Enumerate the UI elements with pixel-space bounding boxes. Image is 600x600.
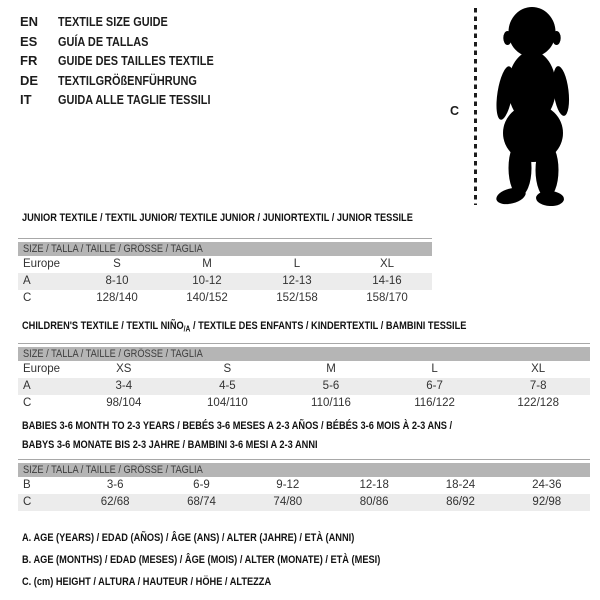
size-col-header: M	[326, 363, 336, 375]
size-col-header: S	[113, 258, 121, 270]
language-title-list	[20, 12, 243, 110]
footnote-a: A. AGE (YEARS) / EDAD (AÑOS) / ÂGE (ANS) / ALTER (JAHRE) / ETÀ (ANNI)	[22, 532, 355, 544]
table-cell: 110/116	[311, 397, 351, 409]
table-cell: 62/68	[100, 496, 130, 508]
footnote-b: B. AGE (MONTHS) / EDAD (MESES) / ÂGE (MOIS) / ALTER (MONATE) / ETÀ (MESI)	[22, 554, 381, 566]
table-cell: 9-12	[276, 479, 300, 491]
table-cell: 122/128	[517, 397, 559, 409]
table-row	[18, 395, 590, 412]
table-cell: 4-5	[219, 380, 236, 392]
language-label: TEXTILE SIZE GUIDE	[58, 14, 168, 30]
measure-legend	[22, 527, 449, 593]
table-cell: 3-4	[115, 380, 133, 392]
language-row-it	[20, 90, 243, 110]
language-row-es	[20, 32, 243, 52]
table-row	[18, 256, 432, 273]
table-cell: 12-13	[282, 275, 312, 287]
toddler-silhouette-icon	[482, 5, 586, 207]
table-cell: 158/170	[366, 292, 408, 304]
table-cell: 12-18	[359, 479, 389, 491]
row-label: Europe	[23, 363, 61, 375]
table-cell: 80/86	[359, 496, 389, 508]
children-table-title: CHILDREN'S TEXTILE / TEXTIL $NIÑO_{/A}$ / TEXTILE DES ENFANTS / KINDERTEXTIL / BAMBINI TESSILE	[22, 320, 467, 334]
table-cell: 6-7	[426, 380, 443, 392]
table-cell: 68/74	[187, 496, 216, 508]
subscript-text: /A	[183, 324, 191, 334]
table-cell: 152/158	[276, 292, 318, 304]
table-row	[18, 361, 590, 378]
size-col-header: L	[293, 258, 301, 270]
table-cell: 116/122	[414, 397, 455, 409]
table-cell: 10-12	[192, 275, 222, 287]
language-row-de	[20, 71, 243, 91]
language-label: GUIDE DES TAILLES TEXTILE	[58, 53, 214, 69]
table-cell: 74/80	[273, 496, 303, 508]
table-cell: 3-6	[106, 479, 124, 491]
row-label: C	[23, 397, 32, 409]
table-cell: 7-8	[529, 380, 547, 392]
height-measure-label: C	[450, 104, 460, 118]
table-cell: 140/152	[186, 292, 228, 304]
junior-size-table	[18, 238, 432, 307]
table-row	[18, 378, 590, 395]
table-cell: 92/98	[532, 496, 562, 508]
row-label: C	[23, 292, 32, 304]
row-label: C	[23, 496, 32, 508]
table-cell: 98/104	[106, 397, 142, 409]
babies-size-table	[18, 459, 590, 511]
language-code: ES	[20, 33, 38, 49]
table-cell: 14-16	[372, 275, 402, 287]
size-header-bar: SIZE / TALLA / TAILLE / GRÖSSE / TAGLIA	[18, 347, 590, 361]
size-header-bar: SIZE / TALLA / TAILLE / GRÖSSE / TAGLIA	[18, 242, 432, 256]
row-label: A	[23, 275, 31, 287]
table-cell: 18-24	[445, 479, 476, 491]
footnote-c: C. (cm) HEIGHT / ALTURA / HAUTEUR / HÖHE / ALTEZZA	[22, 576, 272, 588]
size-col-header: M	[202, 258, 212, 270]
table-cell: 6-9	[193, 479, 210, 491]
table-cell: 8-10	[105, 275, 129, 287]
language-code: FR	[20, 53, 38, 69]
height-measure-dashed-line	[474, 8, 477, 205]
size-col-header: XL	[531, 363, 546, 375]
size-col-header: XL	[379, 258, 395, 270]
table-cell: 128/140	[96, 292, 138, 304]
language-code: EN	[20, 14, 39, 30]
table-cell: 5-6	[322, 380, 340, 392]
size-col-header: XS	[116, 363, 132, 375]
language-label: TEXTILGRÖßENFÜHRUNG	[58, 72, 197, 88]
table-row	[18, 290, 432, 307]
language-code: DE	[20, 72, 39, 88]
row-label: B	[23, 479, 31, 491]
table-row	[18, 477, 590, 494]
table-row	[18, 273, 432, 290]
table-cell: 86/92	[446, 496, 475, 508]
size-header-bar: SIZE / TALLA / TAILLE / GRÖSSE / TAGLIA	[18, 463, 590, 477]
language-row-en	[20, 12, 243, 32]
row-label: Europe	[23, 258, 61, 270]
language-row-fr	[20, 51, 243, 71]
language-code: IT	[20, 92, 32, 108]
table-cell: 104/110	[207, 397, 248, 409]
junior-table-title: JUNIOR TEXTILE / TEXTIL JUNIOR/ TEXTILE JUNIOR / JUNIORTEXTIL / JUNIOR TESSILE	[22, 212, 413, 224]
children-size-table	[18, 343, 590, 412]
row-label: A	[23, 380, 31, 392]
language-label: GUIDA ALLE TAGLIE TESSILI	[58, 92, 211, 108]
babies-table-title: BABIES 3-6 MONTH TO 2-3 YEARS / BEBÉS 3-6 MESES A 2-3 AÑOS / BÉBÉS 3-6 MOIS À 2-3 ANS / BABYS 3-6 MONATE BIS 2-3 JAHRE / BAMBINI 3-6 MESI A 2-3 ANNI	[22, 420, 453, 451]
size-col-header: L	[431, 363, 438, 375]
table-cell: 24-36	[532, 479, 562, 491]
table-row	[18, 494, 590, 511]
size-col-header: S	[223, 363, 232, 375]
language-label: GUÍA DE TALLAS	[58, 33, 149, 49]
